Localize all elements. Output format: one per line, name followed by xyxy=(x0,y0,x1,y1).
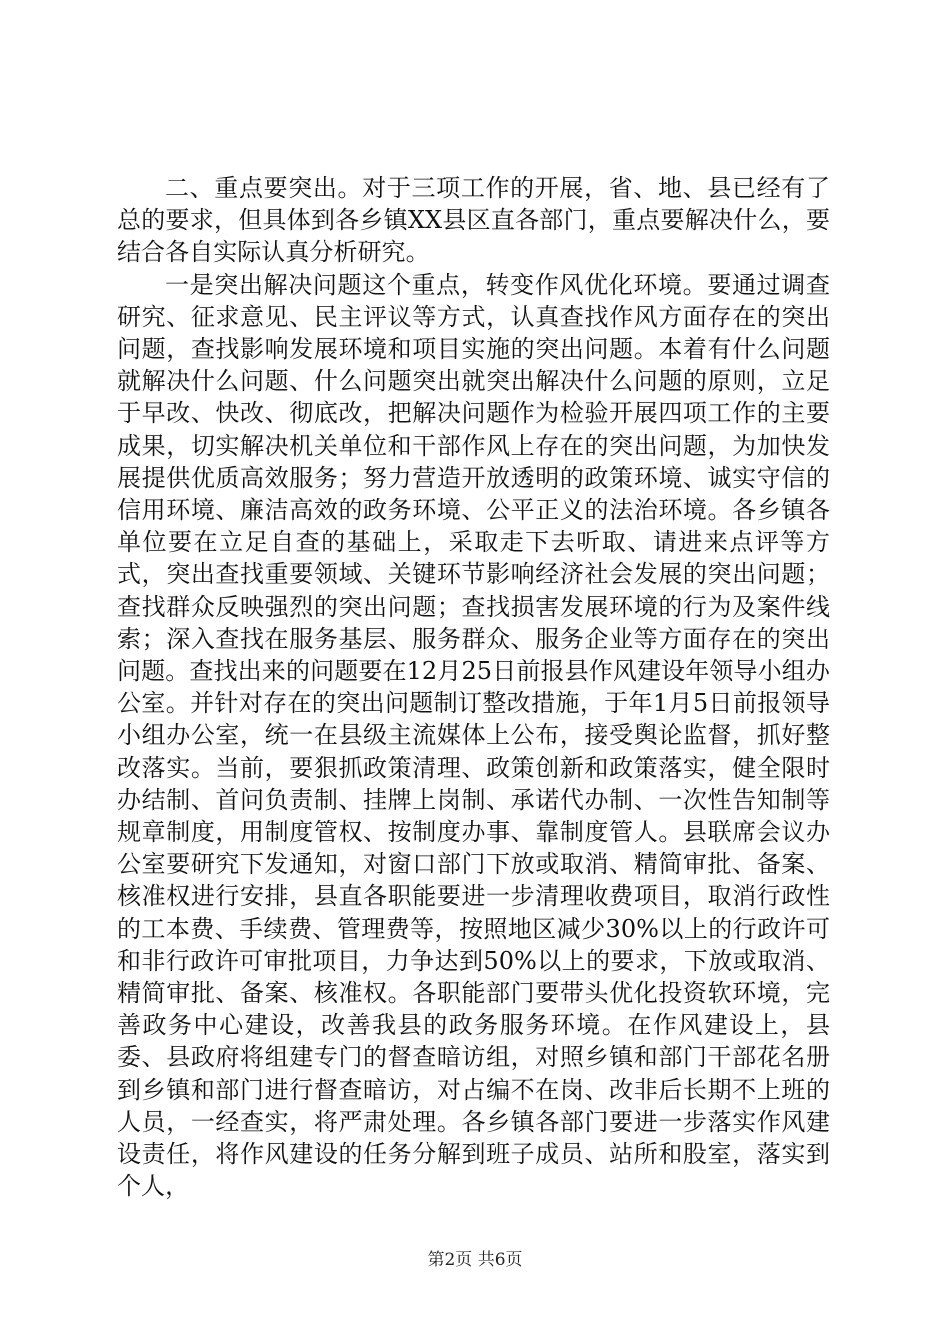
document-body xyxy=(117,172,830,1203)
paragraph-solve-problems: 一是突出解决问题这个重点，转变作风优化环境。要通过调查研究、征求意见、民主评议等方式，认真查找作风方面存在的突出问题，查找影响发展环境和项目实施的突出问题。本着有什么问题就解决什么问题、什么问题突出就突出解决什么问题的原则，立足于早改、快改、彻底改，把解决问题作为检验开展四项工作的主要成果，切实解决机关单位和干部作风上存在的突出问题，为加快发展提供优质高效服务；努力营造开放透明的政策环境、诚实守信的信用环境、廉洁高效的政务环境、公平正义的法治环境。各乡镇各单位要在立足自查的基础上，采取走下去听取、请进来点评等方式，突出查找重要领域、关键环节影响经济社会发展的突出问题；查找群众反映强烈的突出问题；查找损害发展环境的行为及案件线索；深入查找在服务基层、服务群众、服务企业等方面存在的突出问题。查找出来的问题要在12月25日前报县作风建设年领导小组办公室。并针对存在的突出问题制订整改措施，于年1月5日前报领导小组办公室，统一在县级主流媒体上公布，接受舆论监督，抓好整改落实。当前，要狠抓政策清理、政策创新和政策落实，健全限时办结制、首问负责制、挂牌上岗制、承诺代办制、一次性告知制等规章制度，用制度管权、按制度办事、靠制度管人。县联席会议办公室要研究下发通知，对窗口部门下放或取消、精简审批、备案、核准权进行安排，县直各职能要进一步清理收费项目，取消行政性的工本费、手续费、管理费等，按照地区减少30%以上的行政许可和非行政许可审批项目，力争达到50%以上的要求，下放或取消、精简审批、备案、核准权。各职能部门要带头优化投资软环境，完善政务中心建设，改善我县的政务服务环境。在作风建设上，县委、县政府将组建专门的督查暗访组，对照乡镇和部门干部花名册到乡镇和部门进行督查暗访，对占编不在岗、改非后长期不上班的人员，一经查实，将严肃处理。各乡镇各部门要进一步落实作风建设责任，将作风建设的任务分解到班子成员、站所和股室，落实到个人， xyxy=(117,270,830,1201)
paragraph-key-points: 二、重点要突出。对于三项工作的开展，省、地、县已经有了总的要求，但具体到各乡镇XX县区直各部门，重点要解决什么，要结合各自实际认真分析研究。 xyxy=(117,174,830,267)
page-number-footer: 第2页 共6页 xyxy=(427,1250,523,1270)
